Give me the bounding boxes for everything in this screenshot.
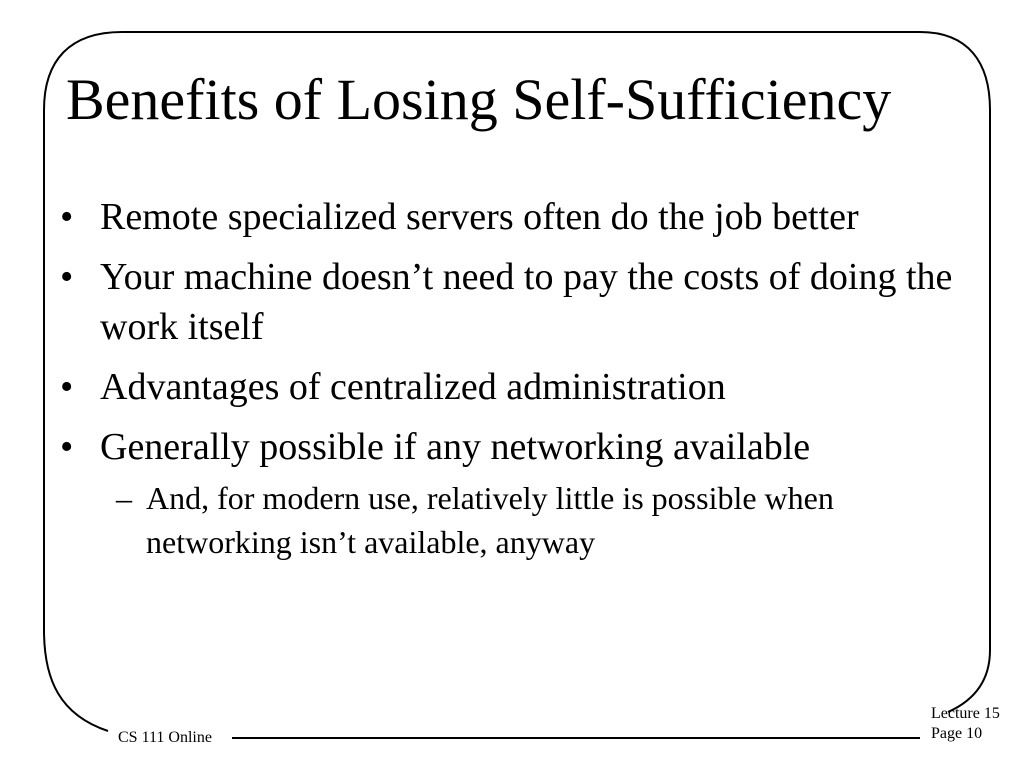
bullet-text: Generally possible if any networking available [100, 426, 811, 468]
bullet-list [60, 192, 960, 574]
bullet-item [60, 192, 960, 242]
bullet-text: Your machine doesn’t need to pay the costs of doing the work itself [100, 256, 953, 348]
footer-course: CS 111 Online [118, 729, 212, 746]
footer-page: Page 10 [931, 725, 983, 742]
bullet-text: Remote specialized servers often do the job better [100, 196, 859, 238]
bullet-item [60, 252, 960, 352]
bullet-marker: • [60, 366, 74, 408]
footer-lecture: Lecture 15 [931, 705, 1000, 722]
bullet-marker: • [60, 426, 74, 468]
footer-lecture-page [931, 704, 1000, 744]
bullet-text: Advantages of centralized administration [100, 366, 726, 408]
bullet-item [60, 422, 960, 564]
sub-bullet-item [100, 476, 960, 564]
sub-bullet-marker: – [116, 480, 132, 516]
bullet-marker: • [60, 256, 74, 298]
bullet-marker: • [60, 196, 74, 238]
bullet-item [60, 362, 960, 412]
slide-title: Benefits of Losing Self-Sufficiency [66, 67, 892, 132]
sub-bullet-list [100, 476, 960, 564]
sub-bullet-text: And, for modern use, relatively little is possible when networking isn’t available, anyway [146, 480, 834, 560]
